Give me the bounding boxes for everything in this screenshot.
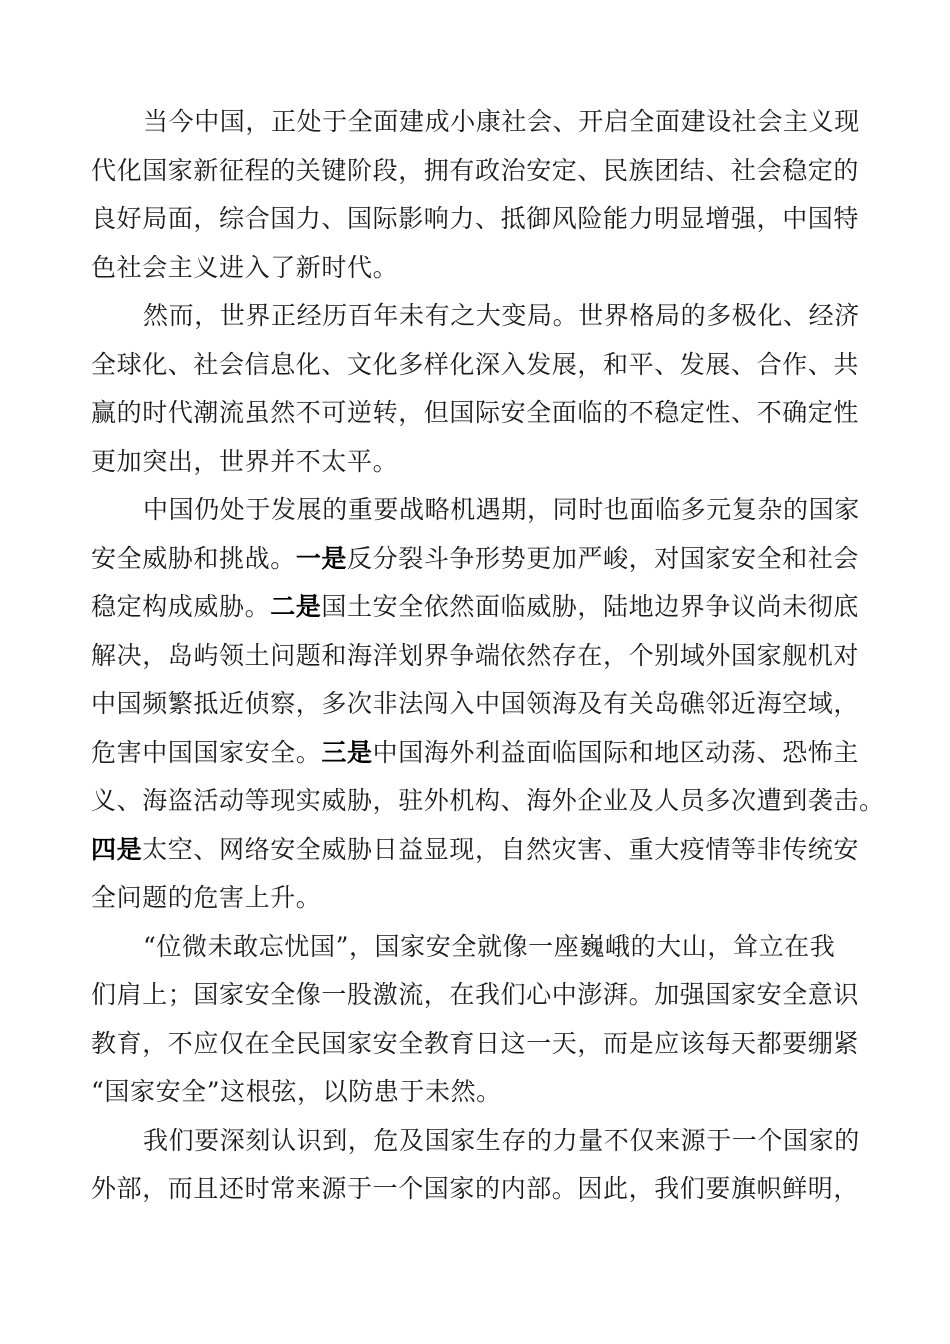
point-marker-2: 二是 (270, 592, 322, 621)
point-marker-4: 四是 (91, 834, 143, 864)
text-line: 然而，世界正经历百年未有之大变局。世界格局的多极化、经济 (143, 301, 860, 330)
text-line: 教育，不应仅在全民国家安全教育日这一天，而是应该每天都要绷紧 (91, 1028, 860, 1058)
text-line: 全球化、社会信息化、文化多样化深入发展，和平、发展、合作、共 (91, 349, 860, 379)
text-segment: 反分裂斗争形势更加严峻，对国家安全和社会 (347, 543, 860, 573)
paragraph-3 (91, 486, 885, 923)
paragraph-1 (91, 98, 866, 292)
paragraph-4 (91, 923, 866, 1117)
text-line: 义、海盗活动等现实威胁，驻外机构、海外企业及人员多次遭到袭击。 (91, 786, 885, 815)
text-segment: 国土安全依然面临威胁，陆地边界争议尚未彻底 (321, 592, 860, 621)
text-line: 赢的时代潮流虽然不可逆转，但国际安全面临的不稳定性、不确定性 (91, 398, 860, 427)
text-segment: 太空、网络安全威胁日益显现，自然灾害、重大疫情等非传统安 (142, 834, 860, 864)
text-line (91, 583, 866, 632)
text-segment: 危害中国国家安全。 (91, 737, 322, 767)
point-marker-1: 一是 (295, 543, 348, 573)
text-line: 色社会主义进入了新时代。 (91, 252, 399, 282)
text-line: “位微未敢忘忧国”，国家安全就像一座巍峨的大山，耸立在我 (143, 931, 836, 961)
text-line: 我们要深刻认识到，危及国家生存的力量不仅来源于一个国家的 (143, 1125, 860, 1155)
paragraph-2 (91, 292, 866, 486)
text-line (91, 826, 866, 875)
text-line: 中国仍处于发展的重要战略机遇期，同时也面临多元复杂的国家 (143, 495, 860, 524)
paragraph-5 (91, 1117, 866, 1214)
point-marker-3: 三是 (321, 737, 373, 767)
text-line: 良好局面，综合国力、国际影响力、抵御风险能力明显增强，中国特 (91, 204, 860, 233)
text-line: 们肩上；国家安全像一股激流，在我们心中澎湃。加强国家安全意识 (91, 980, 860, 1009)
text-line: 全问题的危害上升。 (91, 883, 322, 912)
text-line (91, 535, 866, 584)
document-body (91, 98, 885, 1214)
text-line: 外部，而且还时常来源于一个国家的内部。因此，我们要旗帜鲜明， (91, 1174, 860, 1203)
text-line: “国家安全”这根弦，以防患于未然。 (91, 1077, 502, 1106)
text-line: 解决，岛屿领土问题和海洋划界争端依然存在，个别域外国家舰机对 (91, 640, 860, 670)
text-line (91, 729, 866, 778)
text-line: 代化国家新征程的关键阶段，拥有政治安定、民族团结、社会稳定的 (91, 155, 860, 185)
text-segment: 安全威胁和挑战。 (91, 543, 296, 573)
text-segment: 稳定构成威胁。 (91, 592, 271, 621)
text-line: 更加突出，世界并不太平。 (91, 446, 399, 476)
text-line: 中国频繁抵近侦察，多次非法闯入中国领海及有关岛礁邻近海空域， (91, 689, 860, 718)
text-segment: 中国海外利益面临国际和地区动荡、恐怖主 (372, 737, 860, 767)
text-line: 当今中国，正处于全面建成小康社会、开启全面建设社会主义现 (143, 107, 860, 136)
